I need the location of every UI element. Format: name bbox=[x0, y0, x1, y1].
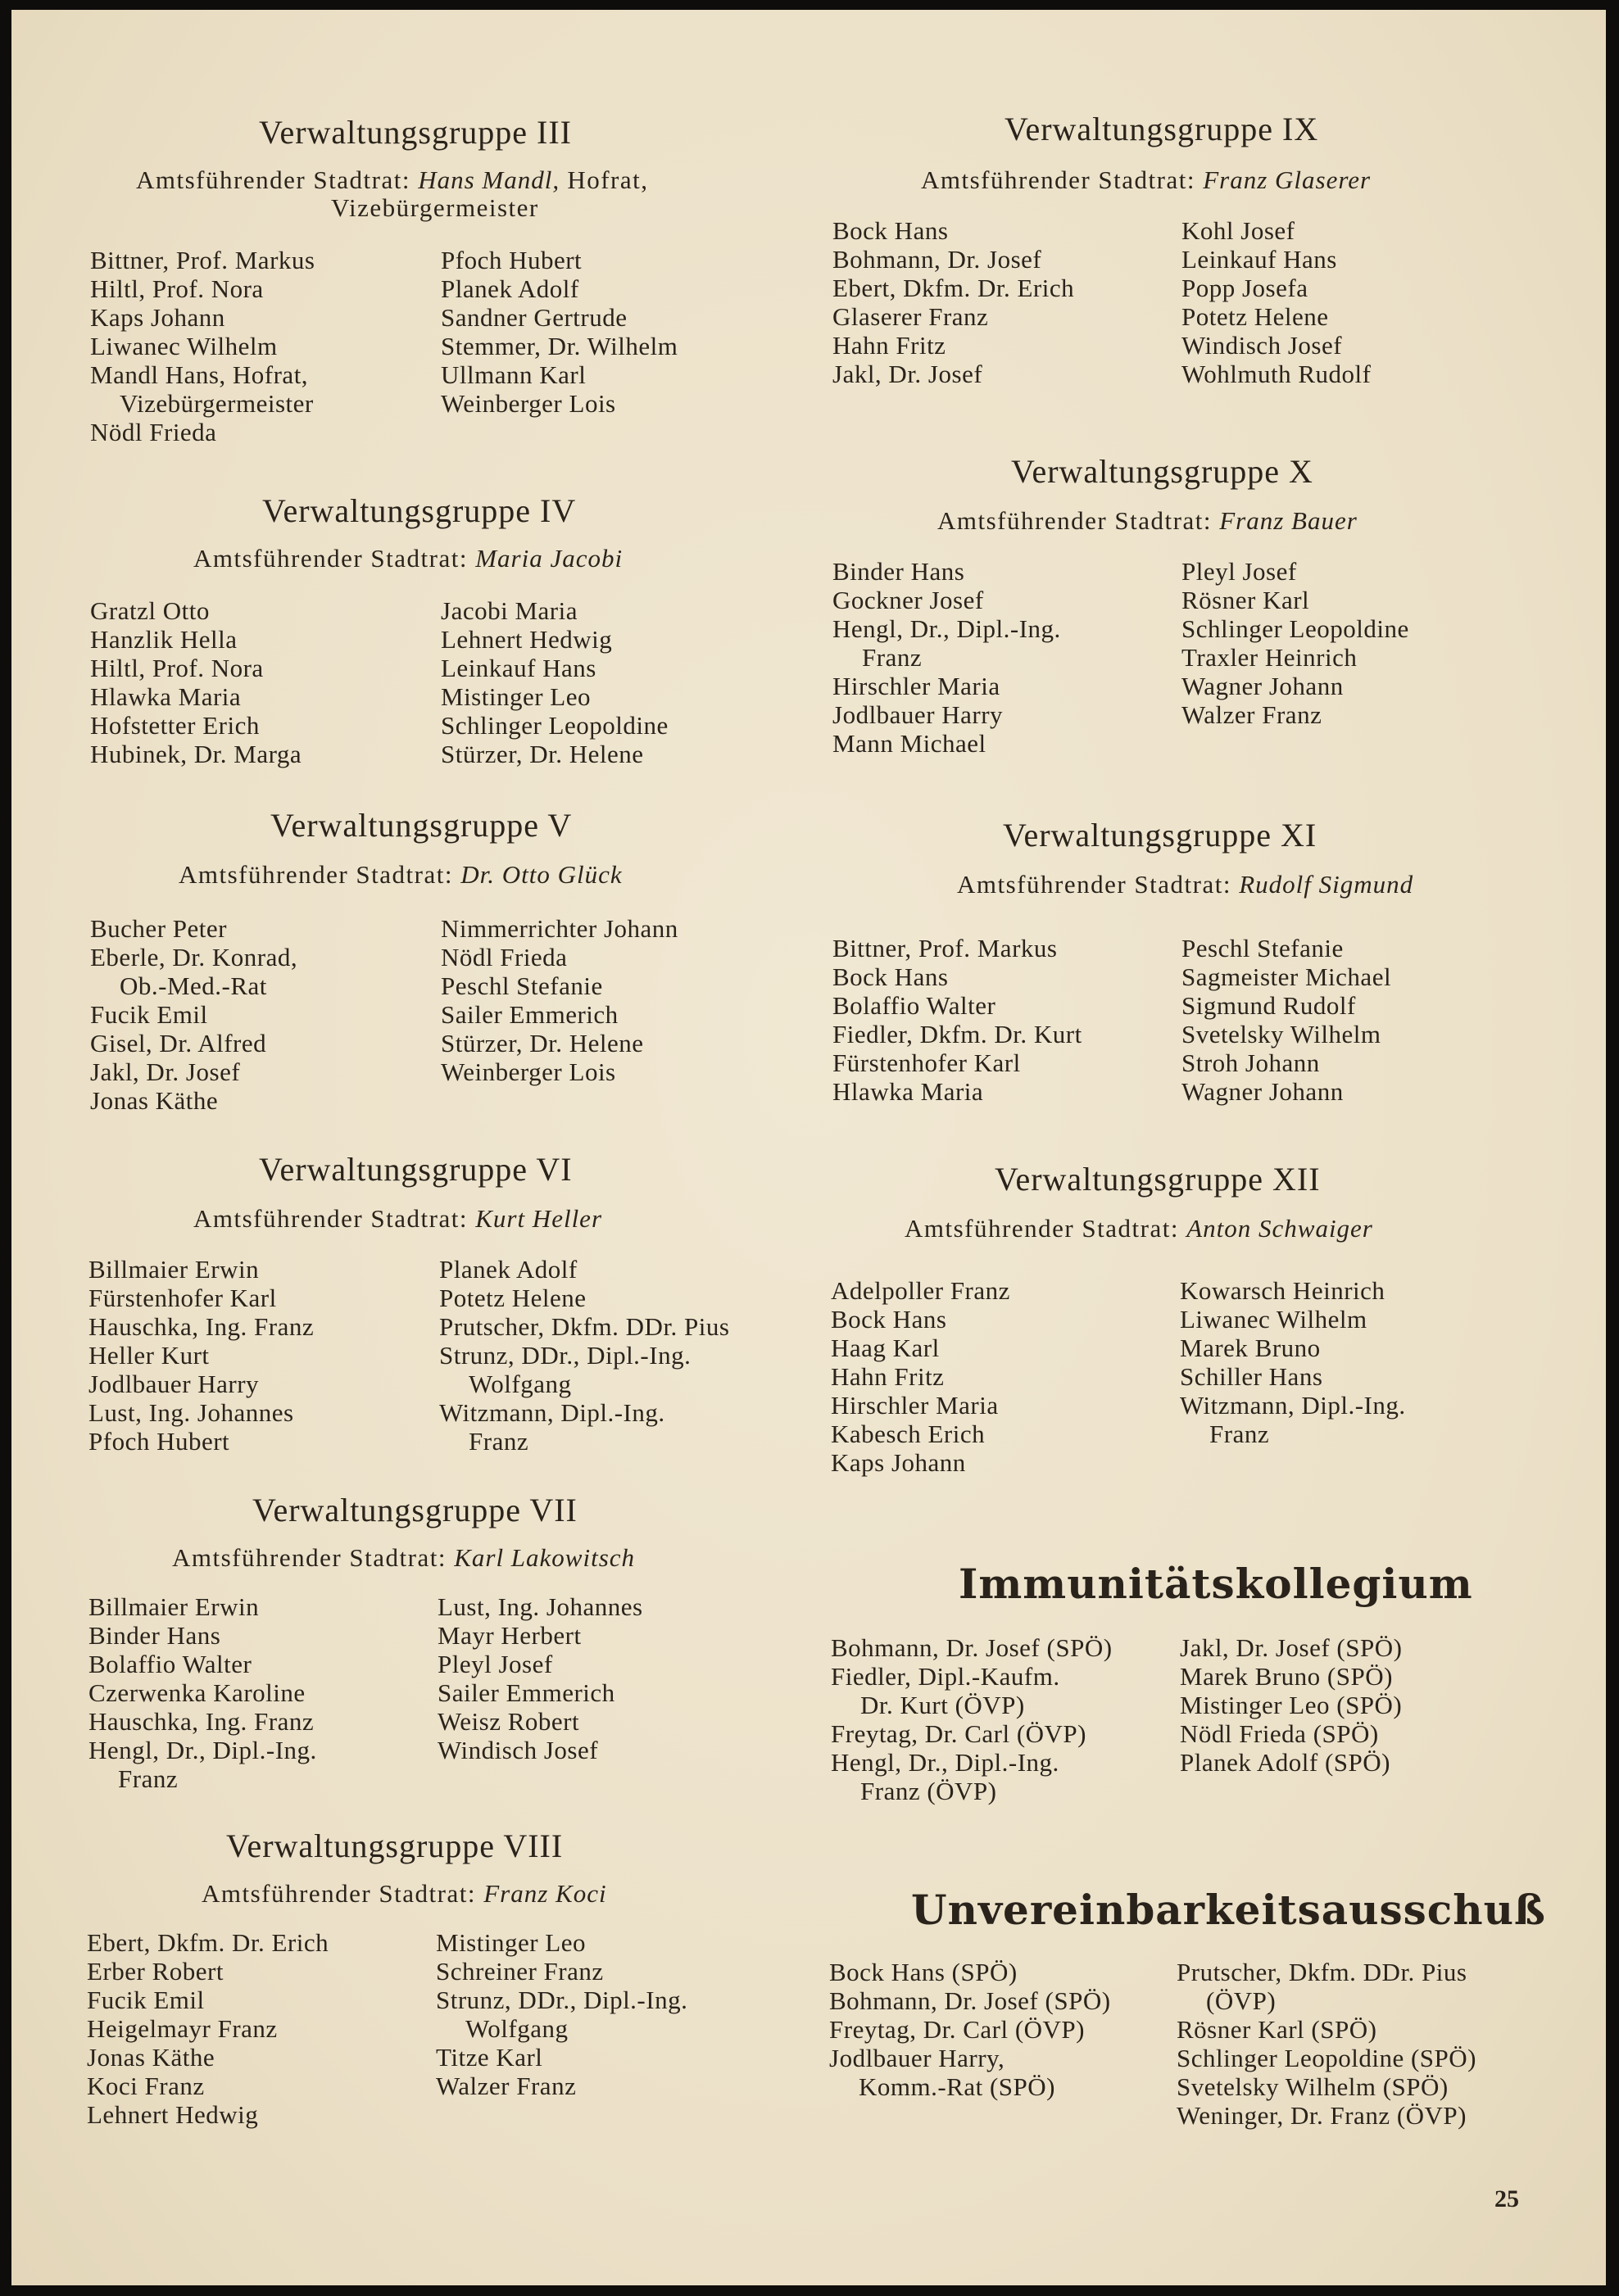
group-9-title: Verwaltungsgruppe IX bbox=[1005, 111, 1319, 147]
list-item: Walzer Franz bbox=[436, 2072, 577, 2100]
list-item: Sagmeister Michael bbox=[1181, 962, 1392, 991]
councillor-label: Amtsführender Stadtrat: bbox=[937, 506, 1212, 535]
list-item: Dr. Kurt (ÖVP) bbox=[860, 1691, 1025, 1719]
councillor-name: Rudolf Sigmund bbox=[1239, 870, 1414, 899]
councillor-name: Hans Mandl, bbox=[418, 165, 560, 194]
list-item: Weninger, Dr. Franz (ÖVP) bbox=[1177, 2101, 1467, 2130]
group-6-right-list bbox=[439, 1255, 729, 1456]
list-item: Rösner Karl (SPÖ) bbox=[1177, 2015, 1377, 2044]
group-6-councillor bbox=[193, 1204, 602, 1234]
list-item: Fucik Emil bbox=[87, 1986, 205, 2014]
list-item: Bittner, Prof. Markus bbox=[832, 934, 1058, 962]
councillor-name: Franz Bauer bbox=[1219, 506, 1358, 535]
councillor-name: Karl Lakowitsch bbox=[454, 1543, 636, 1572]
list-item: Adelpoller Franz bbox=[831, 1276, 1010, 1305]
list-item: Weisz Robert bbox=[438, 1707, 580, 1736]
list-item: Binder Hans bbox=[832, 557, 965, 586]
group-5-councillor bbox=[179, 860, 623, 890]
incompatibility-left-list bbox=[829, 1958, 1111, 2101]
list-item: Lust, Ing. Johannes bbox=[88, 1398, 294, 1427]
list-item: Franz bbox=[469, 1427, 529, 1456]
list-item: Liwanec Wilhelm bbox=[1180, 1305, 1367, 1334]
group-7-right-list bbox=[438, 1592, 643, 1764]
list-item: Ebert, Dkfm. Dr. Erich bbox=[832, 274, 1075, 302]
list-item: Heigelmayr Franz bbox=[87, 2014, 278, 2043]
councillor-label: Amtsführender Stadtrat: bbox=[957, 870, 1231, 899]
councillor-name: Franz Glaserer bbox=[1203, 165, 1372, 194]
group-8-councillor bbox=[202, 1879, 607, 1909]
incompatibility-right-list bbox=[1177, 1958, 1476, 2130]
list-item: Bock Hans bbox=[832, 216, 949, 245]
list-item: Jonas Käthe bbox=[87, 2043, 215, 2072]
list-item: Jakl, Dr. Josef bbox=[832, 360, 983, 388]
list-item: Windisch Josef bbox=[438, 1736, 599, 1764]
group-8-right-list bbox=[436, 1928, 687, 2100]
list-item: Hiltl, Prof. Nora bbox=[90, 274, 264, 303]
list-item: Erber Robert bbox=[87, 1957, 224, 1986]
list-item: Planek Adolf (SPÖ) bbox=[1180, 1748, 1390, 1777]
councillor-label: Amtsführender Stadtrat: bbox=[202, 1879, 476, 1908]
list-item: Hengl, Dr., Dipl.-Ing. bbox=[831, 1748, 1059, 1777]
list-item: Hauschka, Ing. Franz bbox=[88, 1707, 315, 1736]
document-page bbox=[11, 10, 1606, 2285]
list-item: Jodlbauer Harry, bbox=[829, 2044, 1005, 2072]
list-item: Hofstetter Erich bbox=[90, 711, 260, 740]
group-10-right-list bbox=[1181, 557, 1409, 729]
immunity-right-list bbox=[1180, 1633, 1402, 1777]
list-item: Witzmann, Dipl.-Ing. bbox=[1180, 1391, 1406, 1420]
councillor-name: Maria Jacobi bbox=[475, 544, 624, 573]
list-item: Schlinger Leopoldine (SPÖ) bbox=[1177, 2044, 1477, 2072]
group-12-left-list bbox=[831, 1276, 1010, 1477]
list-item: Stroh Johann bbox=[1181, 1048, 1320, 1077]
list-item: Svetelsky Wilhelm (SPÖ) bbox=[1177, 2072, 1449, 2101]
group-4-right-list bbox=[441, 596, 669, 768]
list-item: Nödl Frieda bbox=[441, 943, 568, 971]
group-3-councillor bbox=[136, 165, 649, 195]
list-item: Sailer Emmerich bbox=[438, 1678, 615, 1707]
list-item: Prutscher, Dkfm. DDr. Pius bbox=[1177, 1958, 1467, 1986]
immunity-left-list bbox=[831, 1633, 1113, 1805]
group-12-title: Verwaltungsgruppe XII bbox=[995, 1161, 1321, 1198]
list-item: Mistinger Leo (SPÖ) bbox=[1180, 1691, 1403, 1719]
councillor-label: Amtsführender Stadtrat: bbox=[136, 165, 410, 194]
group-3-councillor-line2: Vizebürgermeister bbox=[331, 193, 539, 222]
list-item: Nödl Frieda bbox=[90, 418, 217, 446]
list-item: Haag Karl bbox=[831, 1334, 940, 1362]
group-9-right-list bbox=[1181, 216, 1371, 388]
list-item: Hirschler Maria bbox=[832, 672, 1000, 700]
list-item: Wolfgang bbox=[465, 2014, 569, 2043]
incompatibility-title: Unvereinbarkeitsausschuß bbox=[911, 1886, 1546, 1934]
list-item: Lehnert Hedwig bbox=[441, 625, 613, 654]
councillor-name: Anton Schwaiger bbox=[1186, 1214, 1373, 1243]
councillor-name: Kurt Heller bbox=[475, 1204, 603, 1233]
list-item: Hirschler Maria bbox=[831, 1391, 999, 1420]
list-item: Fiedler, Dipl.-Kaufm. bbox=[831, 1662, 1060, 1691]
list-item: Wohlmuth Rudolf bbox=[1181, 360, 1372, 388]
list-item: Schreiner Franz bbox=[436, 1957, 604, 1986]
list-item: Glaserer Franz bbox=[832, 302, 989, 331]
list-item: Bittner, Prof. Markus bbox=[90, 246, 315, 274]
list-item: Bolaffio Walter bbox=[832, 991, 996, 1020]
list-item: Traxler Heinrich bbox=[1181, 643, 1358, 672]
group-4-title: Verwaltungsgruppe IV bbox=[262, 492, 577, 529]
list-item: Lust, Ing. Johannes bbox=[438, 1592, 643, 1621]
list-item: Heller Kurt bbox=[88, 1341, 210, 1370]
list-item: Wolfgang bbox=[469, 1370, 572, 1398]
group-11-left-list bbox=[832, 934, 1082, 1106]
list-item: Jonas Käthe bbox=[90, 1086, 219, 1115]
list-item: Svetelsky Wilhelm bbox=[1181, 1020, 1381, 1048]
councillor-label: Amtsführender Stadtrat: bbox=[193, 544, 468, 573]
list-item: Wagner Johann bbox=[1181, 672, 1344, 700]
list-item: Stemmer, Dr. Wilhelm bbox=[441, 332, 678, 360]
group-11-councillor bbox=[957, 870, 1413, 899]
list-item: Nimmerrichter Johann bbox=[441, 914, 678, 943]
list-item: Hanzlik Hella bbox=[90, 625, 238, 654]
list-item: Eberle, Dr. Konrad, bbox=[90, 943, 298, 971]
list-item: Franz (ÖVP) bbox=[860, 1777, 997, 1805]
councillor-name: Franz Koci bbox=[483, 1879, 607, 1908]
list-item: Mandl Hans, Hofrat, bbox=[90, 360, 309, 389]
list-item: Jakl, Dr. Josef (SPÖ) bbox=[1180, 1633, 1403, 1662]
list-item: Mistinger Leo bbox=[441, 682, 591, 711]
group-9-councillor bbox=[921, 165, 1371, 195]
immunity-title: Immunitätskollegium bbox=[959, 1560, 1473, 1608]
list-item: Pleyl Josef bbox=[438, 1650, 553, 1678]
list-item: Leinkauf Hans bbox=[441, 654, 596, 682]
list-item: Billmaier Erwin bbox=[88, 1255, 260, 1284]
group-12-right-list bbox=[1180, 1276, 1406, 1448]
list-item: Hauschka, Ing. Franz bbox=[88, 1312, 315, 1341]
list-item: Peschl Stefanie bbox=[1181, 934, 1344, 962]
group-3-left-list bbox=[90, 246, 315, 446]
list-item: Gisel, Dr. Alfred bbox=[90, 1029, 267, 1057]
list-item: Pfoch Hubert bbox=[88, 1427, 230, 1456]
list-item: Binder Hans bbox=[88, 1621, 221, 1650]
list-item: Sigmund Rudolf bbox=[1181, 991, 1356, 1020]
list-item: Sailer Emmerich bbox=[441, 1000, 619, 1029]
councillor-label: Amtsführender Stadtrat: bbox=[905, 1214, 1179, 1243]
list-item: Franz bbox=[862, 643, 923, 672]
group-9-left-list bbox=[832, 216, 1074, 388]
list-item: Windisch Josef bbox=[1181, 331, 1343, 360]
list-item: Mistinger Leo bbox=[436, 1928, 586, 1957]
group-11-title: Verwaltungsgruppe XI bbox=[1003, 817, 1317, 854]
list-item: Rösner Karl bbox=[1181, 586, 1310, 614]
group-4-left-list bbox=[90, 596, 302, 768]
list-item: Schlinger Leopoldine bbox=[441, 711, 669, 740]
list-item: Fürstenhofer Karl bbox=[832, 1048, 1021, 1077]
list-item: Freytag, Dr. Carl (ÖVP) bbox=[831, 1719, 1086, 1748]
list-item: Hengl, Dr., Dipl.-Ing. bbox=[832, 614, 1061, 643]
page-number: 25 bbox=[1494, 2185, 1519, 2212]
list-item: Jakl, Dr. Josef bbox=[90, 1057, 241, 1086]
group-4-councillor bbox=[193, 544, 623, 573]
list-item: Strunz, DDr., Dipl.-Ing. bbox=[436, 1986, 688, 2014]
list-item: Bock Hans bbox=[832, 962, 949, 991]
list-item: Hengl, Dr., Dipl.-Ing. bbox=[88, 1736, 317, 1764]
list-item: Bolaffio Walter bbox=[88, 1650, 252, 1678]
list-item: Freytag, Dr. Carl (ÖVP) bbox=[829, 2015, 1085, 2044]
group-7-councillor bbox=[172, 1543, 635, 1573]
list-item: Planek Adolf bbox=[439, 1255, 578, 1284]
list-item: Kabesch Erich bbox=[831, 1420, 986, 1448]
list-item: Schlinger Leopoldine bbox=[1181, 614, 1409, 643]
list-item: Pfoch Hubert bbox=[441, 246, 583, 274]
list-item: Vizebürgermeister bbox=[120, 389, 314, 418]
list-item: Pleyl Josef bbox=[1181, 557, 1297, 586]
list-item: Witzmann, Dipl.-Ing. bbox=[439, 1398, 665, 1427]
group-5-title: Verwaltungsgruppe V bbox=[270, 807, 573, 844]
list-item: Mayr Herbert bbox=[438, 1621, 582, 1650]
list-item: Planek Adolf bbox=[441, 274, 579, 303]
list-item: Weinberger Lois bbox=[441, 1057, 616, 1086]
list-item: Walzer Franz bbox=[1181, 700, 1322, 729]
list-item: (ÖVP) bbox=[1206, 1986, 1277, 2015]
list-item: Kaps Johann bbox=[90, 303, 225, 332]
list-item: Marek Bruno (SPÖ) bbox=[1180, 1662, 1393, 1691]
list-item: Lehnert Hedwig bbox=[87, 2100, 259, 2129]
list-item: Ullmann Karl bbox=[441, 360, 587, 389]
list-item: Stürzer, Dr. Helene bbox=[441, 1029, 644, 1057]
group-8-title: Verwaltungsgruppe VIII bbox=[226, 1827, 564, 1864]
group-10-councillor bbox=[937, 506, 1358, 536]
list-item: Kaps Johann bbox=[831, 1448, 966, 1477]
group-3-title: Verwaltungsgruppe III bbox=[259, 114, 572, 151]
list-item: Ob.-Med.-Rat bbox=[120, 971, 267, 1000]
list-item: Leinkauf Hans bbox=[1181, 245, 1337, 274]
group-5-right-list bbox=[441, 914, 678, 1086]
list-item: Liwanec Wilhelm bbox=[90, 332, 278, 360]
list-item: Nödl Frieda (SPÖ) bbox=[1180, 1719, 1379, 1748]
list-item: Franz bbox=[118, 1764, 179, 1793]
list-item: Hahn Fritz bbox=[831, 1362, 945, 1391]
group-7-left-list bbox=[88, 1592, 317, 1793]
list-item: Sandner Gertrude bbox=[441, 303, 628, 332]
list-item: Jodlbauer Harry bbox=[832, 700, 1004, 729]
list-item: Potetz Helene bbox=[1181, 302, 1329, 331]
list-item: Hlawka Maria bbox=[832, 1077, 984, 1106]
list-item: Hahn Fritz bbox=[832, 331, 946, 360]
list-item: Weinberger Lois bbox=[441, 389, 616, 418]
group-8-left-list bbox=[87, 1928, 329, 2129]
group-7-title: Verwaltungsgruppe VII bbox=[252, 1492, 578, 1528]
list-item: Fiedler, Dkfm. Dr. Kurt bbox=[832, 1020, 1082, 1048]
list-item: Popp Josefa bbox=[1181, 274, 1308, 302]
list-item: Gockner Josef bbox=[832, 586, 984, 614]
list-item: Jodlbauer Harry bbox=[88, 1370, 260, 1398]
councillor-name: Dr. Otto Glück bbox=[460, 860, 623, 889]
list-item: Wagner Johann bbox=[1181, 1077, 1344, 1106]
list-item: Hubinek, Dr. Marga bbox=[90, 740, 302, 768]
group-6-title: Verwaltungsgruppe VI bbox=[259, 1151, 573, 1188]
list-item: Komm.-Rat (SPÖ) bbox=[859, 2072, 1055, 2101]
list-item: Bucher Peter bbox=[90, 914, 227, 943]
list-item: Marek Bruno bbox=[1180, 1334, 1321, 1362]
list-item: Mann Michael bbox=[832, 729, 986, 758]
list-item: Bohmann, Dr. Josef (SPÖ) bbox=[831, 1633, 1113, 1662]
list-item: Koci Franz bbox=[87, 2072, 205, 2100]
list-item: Fürstenhofer Karl bbox=[88, 1284, 277, 1312]
group-11-right-list bbox=[1181, 934, 1391, 1106]
list-item: Hlawka Maria bbox=[90, 682, 242, 711]
group-12-councillor bbox=[905, 1214, 1373, 1243]
councillor-label: Amtsführender Stadtrat: bbox=[193, 1204, 468, 1233]
councillor-label: Amtsführender Stadtrat: bbox=[921, 165, 1195, 194]
list-item: Titze Karl bbox=[436, 2043, 543, 2072]
list-item: Bohmann, Dr. Josef bbox=[832, 245, 1042, 274]
list-item: Ebert, Dkfm. Dr. Erich bbox=[87, 1928, 329, 1957]
list-item: Hiltl, Prof. Nora bbox=[90, 654, 264, 682]
group-5-left-list bbox=[90, 914, 297, 1115]
list-item: Franz bbox=[1209, 1420, 1270, 1448]
councillor-extra: Hofrat, bbox=[567, 165, 649, 194]
list-item: Schiller Hans bbox=[1180, 1362, 1323, 1391]
list-item: Bohmann, Dr. Josef (SPÖ) bbox=[829, 1986, 1111, 2015]
list-item: Bock Hans (SPÖ) bbox=[829, 1958, 1018, 1986]
councillor-label: Amtsführender Stadtrat: bbox=[179, 860, 453, 889]
list-item: Czerwenka Karoline bbox=[88, 1678, 306, 1707]
list-item: Fucik Emil bbox=[90, 1000, 208, 1029]
group-6-left-list bbox=[88, 1255, 314, 1456]
list-item: Bock Hans bbox=[831, 1305, 947, 1334]
group-10-left-list bbox=[832, 557, 1061, 758]
list-item: Stürzer, Dr. Helene bbox=[441, 740, 644, 768]
list-item: Potetz Helene bbox=[439, 1284, 587, 1312]
list-item: Strunz, DDr., Dipl.-Ing. bbox=[439, 1341, 692, 1370]
councillor-label: Amtsführender Stadtrat: bbox=[172, 1543, 447, 1572]
list-item: Peschl Stefanie bbox=[441, 971, 603, 1000]
list-item: Gratzl Otto bbox=[90, 596, 210, 625]
group-3-right-list bbox=[441, 246, 678, 418]
list-item: Billmaier Erwin bbox=[88, 1592, 260, 1621]
list-item: Kohl Josef bbox=[1181, 216, 1295, 245]
list-item: Kowarsch Heinrich bbox=[1180, 1276, 1385, 1305]
list-item: Jacobi Maria bbox=[441, 596, 578, 625]
list-item: Prutscher, Dkfm. DDr. Pius bbox=[439, 1312, 730, 1341]
group-10-title: Verwaltungsgruppe X bbox=[1011, 453, 1313, 490]
